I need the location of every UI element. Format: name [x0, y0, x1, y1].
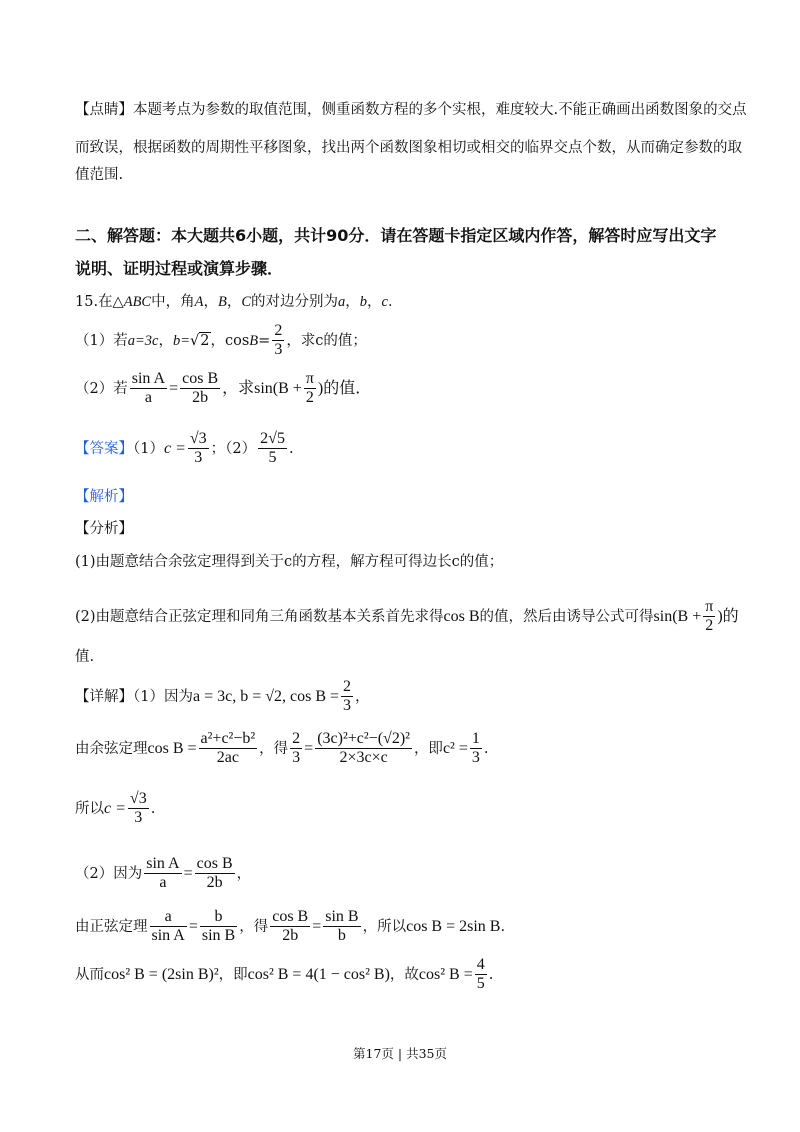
page-footer: 第17页 | 共35页: [353, 1046, 447, 1061]
detail-step-3: 所以c = $\frac{√3}{3}$ .: [75, 790, 156, 827]
detail-step-2: 由余弦定理cos B = $\frac{\text{a²+c²−b²}}{2ac}$ ，得 $\frac{2}{3}$ = $\frac{\text{(3c)²+c²−(√2)²}}{2\times 3c\times c}$ ，即c² = $\frac{1}{3}$ .: [75, 730, 489, 767]
detail-step-4: （2）因为 $\frac{\text{sin A}}{a}$ = $\frac{\text{cos B}}{2b}$ ，: [75, 855, 252, 892]
detail-step-1: 【详解】（1）因为a = 3c, b = √2, cos B = $\frac{2}{3}$ ，: [75, 678, 370, 715]
dianjing-line-1: 【点睛】本题考点为参数的取值范围，侧重函数方程的多个实根，难度较大.不能正确画出函数图象的交点: [75, 102, 747, 118]
fenxi-line-2: (2)由题意结合正弦定理和同角三角函数基本关系首先求得cos B的值，然后由诱导公式可得sin(B + $\frac{\pi}{2}$ )的: [75, 598, 739, 635]
section-heading: 二、解答题：本大题共6小题，共计90分．请在答题卡指定区域内作答，解答时应写出文字: [75, 226, 717, 245]
section-heading-cont: 说明、证明过程或演算步骤．: [75, 259, 284, 278]
fenxi-line-3: 值.: [75, 649, 95, 665]
problem-stem: 15.在△ABC中，角A，B，C的对边分别为a，b，c．: [75, 294, 403, 310]
fenxi-line-1: (1)由题意结合余弦定理得到关于c的方程，解方程可得边长c的值；: [75, 554, 504, 570]
jiexi-label: 【解析】: [75, 489, 133, 505]
dianjing-line-3: 值范围.: [75, 167, 124, 183]
answer-line: 【答案】（1）c = $\frac{√3}{3}$ ；（2） $\frac{2√5}{5}$ .: [75, 430, 294, 467]
detail-step-6: 从而cos² B = (2sin B)²，即cos² B = 4(1 − cos² B)，故cos² B = $\frac{4}{5}$ .: [75, 956, 494, 993]
detail-step-5: 由正弦定理 $\frac{a}{\text{sin A}}$ = $\frac{b}{\text{sin B}}$ ，得 $\frac{\text{cos B}}{2b}$ = $\frac{\text{sin B}}{b}$ ，所以cos B = 2sin B.: [75, 908, 506, 945]
problem-part-2: （2）若 $\frac{\text{sin A}}{a}$ = $\frac{\text{cos B}}{2b}$ ，求sin(B + $\frac{\pi}{2}$ )的值．: [75, 370, 372, 407]
dianjing-line-2: 而致误，根据函数的周期性平移图象，找出两个函数图象相切或相交的临界交点个数，从而确定参数的取: [75, 140, 742, 156]
fenxi-label: 【分析】: [75, 521, 133, 537]
problem-part-1: （1）若a=3c，b=√2，cosB= $\frac{2}{3}$ ，求c的值；: [75, 322, 367, 359]
